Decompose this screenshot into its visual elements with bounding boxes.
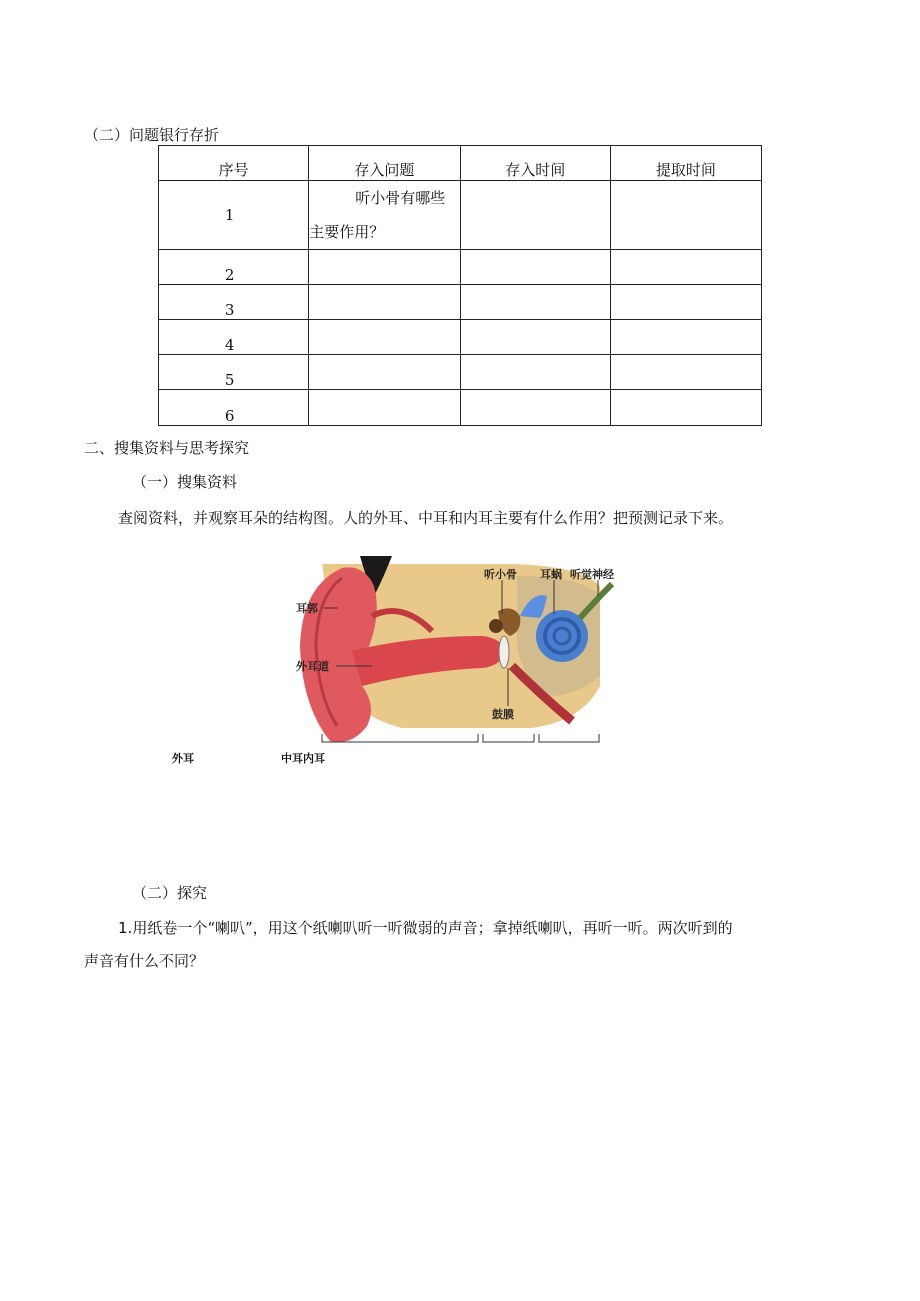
table-row — [159, 181, 762, 250]
withdraw-time-cell[interactable] — [610, 390, 761, 426]
subsection-heading-explore: （二）探究 — [132, 884, 208, 902]
withdraw-time-cell[interactable] — [610, 285, 761, 320]
header-number: 序号 — [159, 146, 309, 181]
middle-ear-bracket — [483, 734, 534, 742]
question-cell[interactable] — [309, 320, 460, 355]
ossicle-malleus-shape — [489, 619, 503, 633]
header-deposit-time: 存入时间 — [460, 146, 610, 181]
row-number: 3 — [159, 285, 309, 320]
subsection-heading-collect: （一）搜集资料 — [132, 473, 238, 491]
task-1-line-1 — [118, 917, 733, 938]
label-ear-canal: 外耳道 — [296, 660, 329, 673]
row-number: 5 — [159, 355, 309, 390]
question-line-1: 听小骨有哪些 — [355, 189, 446, 207]
header-withdraw-time: 提取时间 — [610, 146, 761, 181]
withdraw-time-cell[interactable] — [610, 250, 761, 285]
label-auricle: 耳郭 — [296, 602, 318, 615]
inner-ear-bracket — [539, 734, 599, 742]
table-row — [159, 320, 762, 355]
caption-outer-ear: 外耳 — [172, 752, 194, 765]
deposit-time-cell[interactable] — [460, 285, 610, 320]
eardrum-shape — [499, 636, 509, 668]
deposit-time-cell[interactable] — [460, 181, 610, 250]
label-auditory-nerve: 听觉神经 — [570, 568, 614, 581]
question-bank-table — [158, 145, 762, 426]
header-question: 存入问题 — [309, 146, 460, 181]
task-1-line-2: 声音有什么不同？ — [84, 952, 205, 970]
label-ossicles: 听小骨 — [484, 568, 517, 581]
section-title-question-bank: （二）问题银行存折 — [84, 126, 220, 144]
deposit-time-cell[interactable] — [460, 250, 610, 285]
caption-middle-inner-ear: 中耳内耳 — [281, 752, 325, 765]
question-cell[interactable] — [309, 250, 460, 285]
deposit-time-cell[interactable] — [460, 320, 610, 355]
question-cell[interactable] — [309, 355, 460, 390]
table-header-row — [159, 146, 762, 181]
row-number: 6 — [159, 390, 309, 426]
label-cochlea: 耳蜗 — [540, 568, 562, 581]
label-eardrum: 鼓膜 — [492, 708, 514, 721]
ear-structure-diagram — [282, 556, 622, 756]
table-row — [159, 250, 762, 285]
section-heading-2: 二、搜集资料与思考探究 — [84, 439, 250, 457]
question-cell[interactable] — [309, 390, 460, 426]
task-1-number: 1. — [118, 919, 133, 937]
question-cell[interactable] — [309, 181, 460, 250]
withdraw-time-cell[interactable] — [610, 320, 761, 355]
table-row — [159, 285, 762, 320]
table-row — [159, 355, 762, 390]
question-line-2: 主要作用？ — [309, 223, 385, 241]
row-number: 4 — [159, 320, 309, 355]
withdraw-time-cell[interactable] — [610, 181, 761, 250]
withdraw-time-cell[interactable] — [610, 355, 761, 390]
table-row — [159, 390, 762, 426]
question-cell[interactable] — [309, 285, 460, 320]
deposit-time-cell[interactable] — [460, 390, 610, 426]
row-number: 2 — [159, 250, 309, 285]
row-number: 1 — [159, 181, 309, 250]
deposit-time-cell[interactable] — [460, 355, 610, 390]
task-1-text: 用纸卷一个“喇叭”，用这个纸喇叭听一听微弱的声音；拿掉纸喇叭，再听一听。两次听到的 — [132, 919, 733, 937]
collect-instructions: 查阅资料，并观察耳朵的结构图。人的外耳、中耳和内耳主要有什么作用？把预测记录下来。 — [118, 509, 734, 527]
